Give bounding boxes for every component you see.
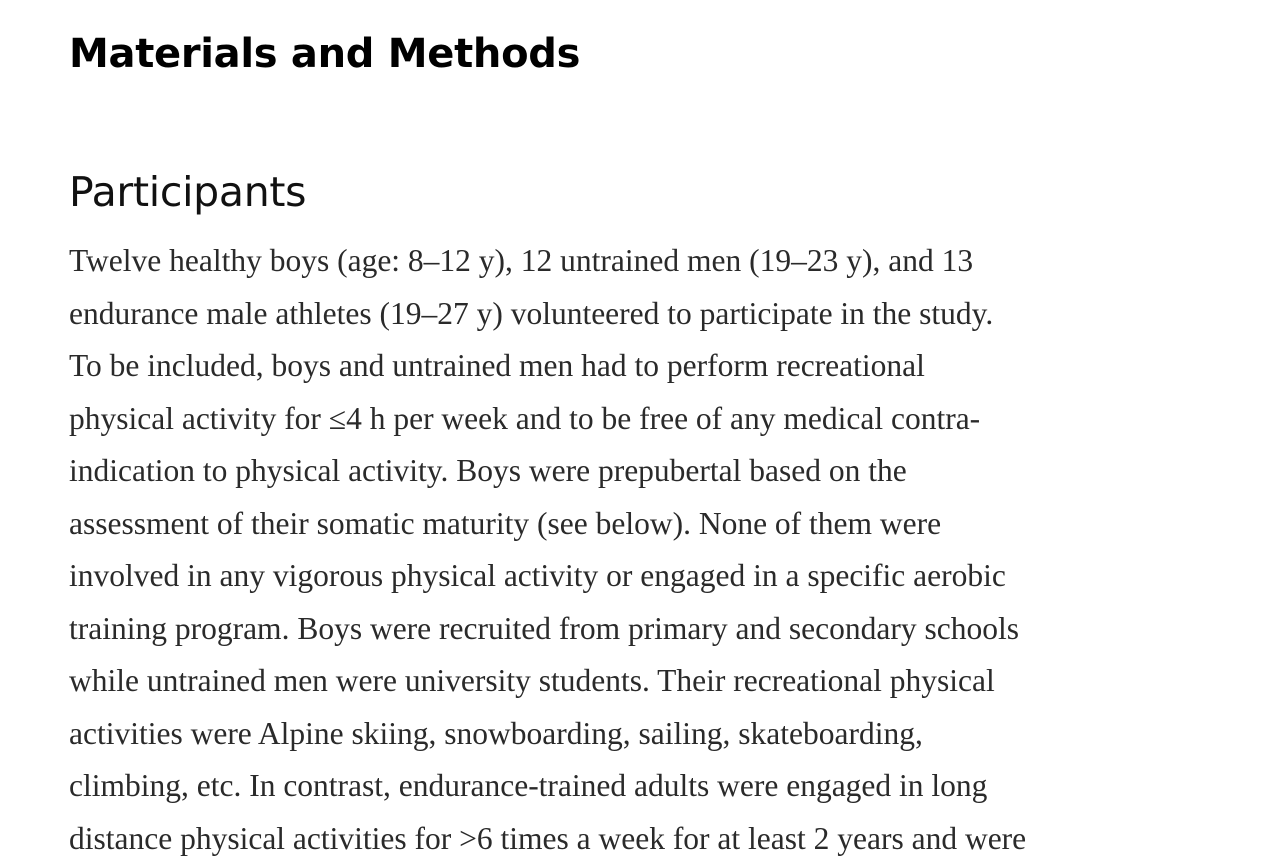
paragraph-line: climbing, etc. In contrast, endurance-trained adults were engaged in long: [69, 760, 1249, 813]
subsection-heading: Participants: [69, 164, 1249, 220]
paragraph-line: Twelve healthy boys (age: 8–12 y), 12 untrained men (19–23 y), and 13: [69, 235, 1249, 288]
paragraph-line: To be included, boys and untrained men had to perform recreational: [69, 340, 1249, 393]
paragraph-line: assessment of their somatic maturity (see below). None of them were: [69, 498, 1249, 551]
paragraph-line: while untrained men were university students. Their recreational physical: [69, 655, 1249, 708]
paragraph-line: physical activity for ≤4 h per week and to be free of any medical contra-: [69, 393, 1249, 446]
paragraph-line: training program. Boys were recruited from primary and secondary schools: [69, 603, 1249, 656]
paragraph-line: distance physical activities for >6 times a week for at least 2 years and were: [69, 813, 1249, 865]
paragraph-line: endurance male athletes (19–27 y) volunteered to participate in the study.: [69, 288, 1249, 341]
paragraph-line: activities were Alpine skiing, snowboarding, sailing, skateboarding,: [69, 708, 1249, 761]
participants-paragraph: [69, 235, 1249, 865]
paragraph-line: involved in any vigorous physical activity or engaged in a specific aerobic: [69, 550, 1249, 603]
article-content: [69, 26, 1249, 865]
section-heading: Materials and Methods: [69, 26, 1249, 82]
paragraph-line: indication to physical activity. Boys were prepubertal based on the: [69, 445, 1249, 498]
